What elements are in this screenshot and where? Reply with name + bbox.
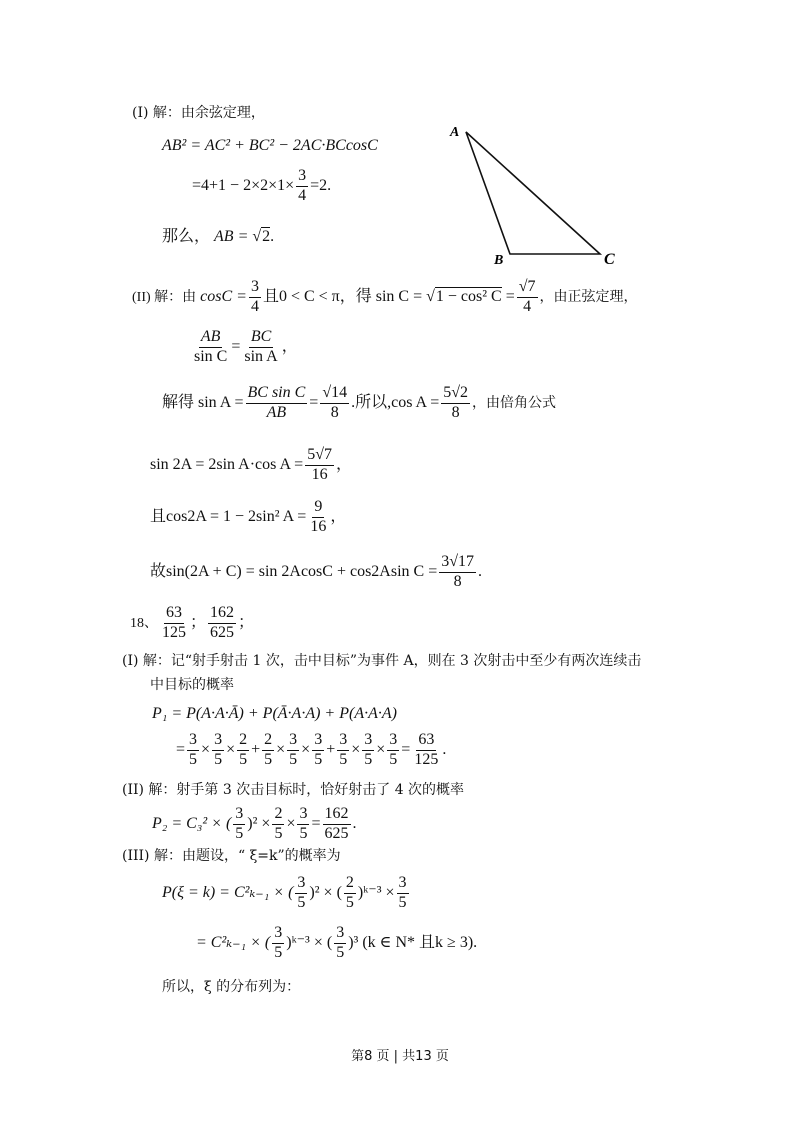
vertex-c-label: C	[604, 251, 615, 268]
computation-result: =2.	[310, 176, 332, 194]
vertex-b-label: B	[494, 253, 504, 268]
sin-a-solution: 解得 sin A = $\frac{\text{BC sin C}}{AB}$ = $\frac{√14}{8}$ .所以,cos A = $\frac{5√2}{8}$ ，由倍角公式	[162, 384, 557, 421]
p3-equation-1: P(ξ = k) = C²ₖ₋₁ × ( $\frac{3}{5}$ )² × ( $\frac{2}{5}$ )ᵏ⁻³ × $\frac{3}{5}$	[162, 874, 407, 911]
p2-equation: P₂ = C₃² × ( $\frac{3}{5}$ )² × $\frac{2}{5}$ × $\frac{3}{5}$ = $\frac{162}{625}$ .	[152, 805, 357, 842]
part-1-heading: (I) 解：由余弦定理，	[132, 105, 265, 121]
p1-equation: P₁ = P(A·A·Ā) + P(Ā·A·A) + P(A·A·A)	[152, 705, 397, 722]
cos-2a-equation: 且cos2A = 1 − 2sin² A = $\frac{9}{16}$ ，	[150, 498, 347, 535]
page-footer: 第8 页 | 共13 页	[351, 1049, 449, 1064]
sin-2a-equation: sin 2A = 2sin A·cos A = $\frac{5√7}{16}$ ，	[150, 446, 352, 483]
therefore-text: 那么，	[162, 228, 211, 245]
q18-part-1-text-cont: 中目标的概率	[150, 677, 234, 693]
triangle-figure	[448, 118, 628, 268]
law-of-cosines-equation: AB² = AC² + BC² − 2AC·BCcosC	[162, 137, 378, 154]
sin-2a-plus-c-equation: 故sin(2A + C) = sin 2AcosC + cos2Asin C = $\frac{3√17}{8}$ .	[150, 553, 483, 590]
q18-part-3-text: (III) 解：由题设，“ ξ=k”的概率为	[122, 848, 341, 864]
p1-computation: = $\frac{3}{5}$ × $\frac{3}{5}$ × $\frac{2}{5}$ + $\frac{2}{5}$ × $\frac{3}{5}$ × $\frac{3}{5}$ + $\frac{3}{5}$ × $\frac{3}{5}$ × $\frac{3}{5}$ = $\frac{63}{125}$ .	[176, 731, 447, 768]
distribution-intro: 所以，ξ 的分布列为：	[162, 979, 301, 995]
question-18-answers: 18、 $\frac{63}{125}$ ； $\frac{162}{625}$ ；	[130, 604, 255, 641]
ab-result: 那么， AB = √2.	[162, 228, 275, 245]
part-2-line-1: (II) 解：由 cosC = $\frac{3}{4}$ 且0 < C < π，得 sin C = √1 − cos² C = $\frac{√7}{4}$ ，由正弦定理，	[132, 278, 638, 315]
q18-part-1-text: (I) 解：记“射手射击 1 次，击中目标”为事件 A，则在 3 次射击中至少有两次连续击	[122, 653, 642, 669]
computation-lhs: =4+1 − 2×2×1×	[192, 176, 295, 194]
q18-part-2-text: (II) 解：射手第 3 次击目标时，恰好射击了 4 次的概率	[122, 782, 465, 798]
fraction: $\frac{3}{4}$	[298, 167, 307, 204]
law-of-sines-equation: $\frac{AB}{\text{sin C}}$ = $\frac{BC}{\text{sin A}}$ ，	[194, 328, 298, 365]
vertex-a-label: A	[450, 125, 460, 140]
ab-squared-computation	[192, 168, 331, 205]
p3-equation-2: = C²ₖ₋₁ × ( $\frac{3}{5}$ )ᵏ⁻³ × ( $\frac{3}{5}$ )³ (k ∈ N* 且k ≥ 3).	[196, 924, 478, 961]
